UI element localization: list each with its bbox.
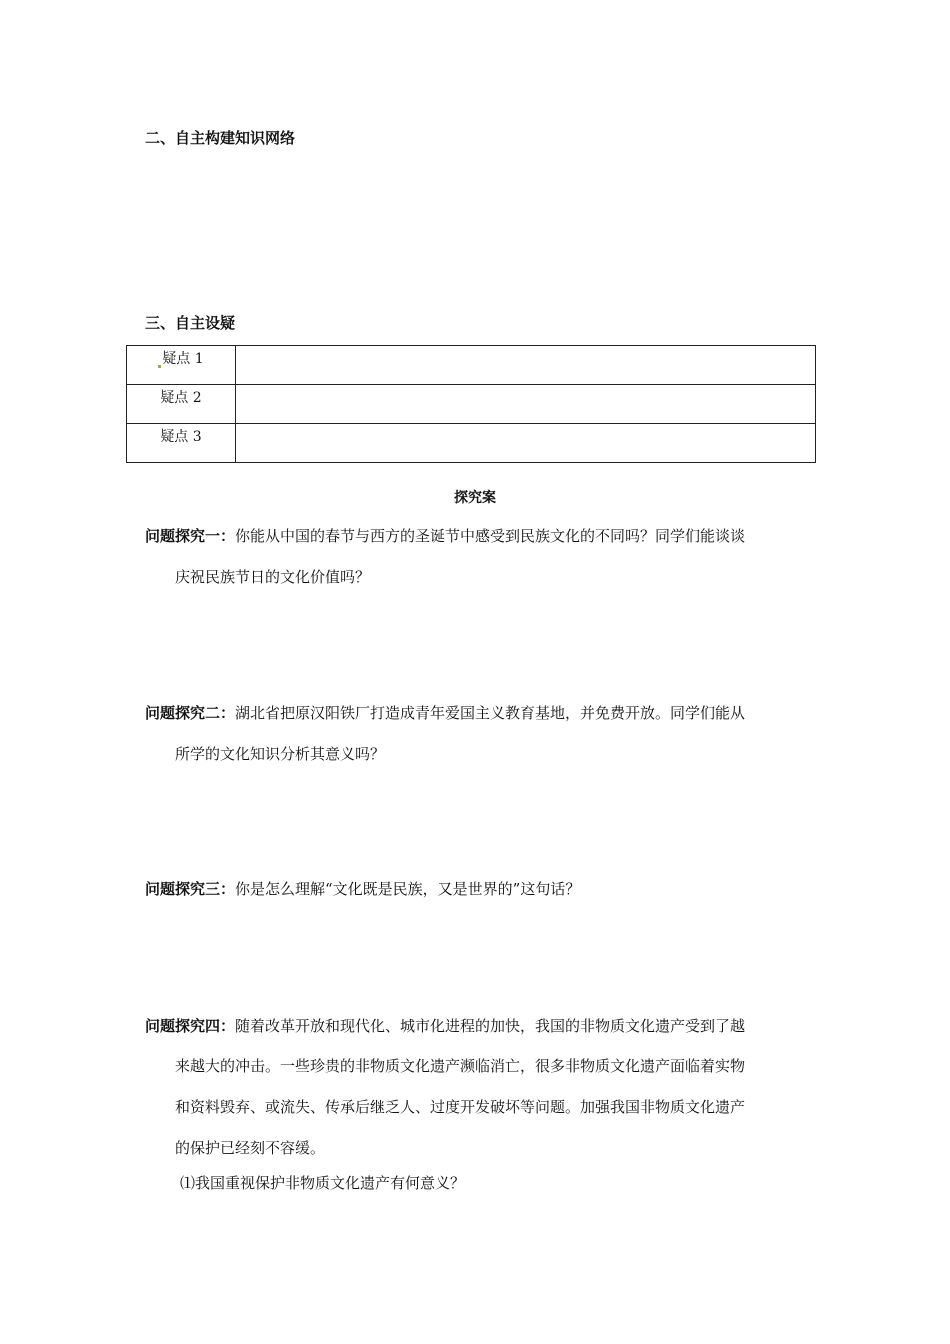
doubt-label: 疑点 3 bbox=[160, 429, 202, 445]
doubt-label: 疑点 2 bbox=[160, 390, 202, 406]
question-2-line-2: 所学的文化知识分析其意义吗？ bbox=[175, 745, 386, 763]
question-1-label: 问题探究一： bbox=[145, 527, 236, 545]
doubt-table bbox=[126, 345, 816, 463]
question-4-sub-1: ⑴我国重视保护非物质文化遗产有何意义？ bbox=[180, 1174, 466, 1192]
question-3-label: 问题探究三： bbox=[145, 880, 236, 898]
table-row bbox=[127, 346, 816, 385]
table-row bbox=[127, 385, 816, 424]
question-4-line-2: 来越大的冲击。一些珍贵的非物质文化遗产濒临消亡，很多非物质文化遗产面临着实物 bbox=[175, 1057, 746, 1075]
question-2-line-1 bbox=[145, 703, 745, 723]
question-1-text: 你能从中国的春节与西方的圣诞节中感受到民族文化的不同吗？同学们能谈谈 bbox=[235, 527, 746, 545]
question-3-line-1 bbox=[145, 879, 580, 899]
edit-mark-icon bbox=[158, 365, 161, 368]
question-3-text: 你是怎么理解“文化既是民族，又是世界的”这句话？ bbox=[235, 880, 581, 898]
doubt-label-cell bbox=[127, 385, 236, 424]
question-1-line-2: 庆祝民族节日的文化价值吗？ bbox=[175, 568, 371, 586]
doubt-label-cell bbox=[127, 424, 236, 463]
doubt-label: 疑点 1 bbox=[162, 351, 204, 367]
question-2-label: 问题探究二： bbox=[145, 704, 236, 722]
section-3-title: 三、自主设疑 bbox=[145, 314, 236, 332]
question-1-line-1 bbox=[145, 526, 745, 546]
question-4-text: 随着改革开放和现代化、城市化进程的加快，我国的非物质文化遗产受到了越 bbox=[235, 1017, 746, 1035]
doubt-content-cell[interactable] bbox=[236, 424, 816, 463]
question-4-line-3: 和资料毁弃、或流失、传承后继乏人、过度开发破坏等问题。加强我国非物质文化遗产 bbox=[175, 1098, 746, 1116]
question-4-line-4: 的保护已经刻不容缓。 bbox=[175, 1139, 326, 1157]
section-2-title: 二、自主构建知识网络 bbox=[145, 129, 296, 147]
explore-title: 探究案 bbox=[454, 490, 496, 506]
table-row bbox=[127, 424, 816, 463]
doubt-content-cell[interactable] bbox=[236, 385, 816, 424]
doubt-label-cell bbox=[127, 346, 236, 385]
question-2-text: 湖北省把原汉阳铁厂打造成青年爱国主义教育基地，并免费开放。同学们能从 bbox=[235, 704, 746, 722]
doubt-content-cell[interactable] bbox=[236, 346, 816, 385]
question-4-label: 问题探究四： bbox=[145, 1017, 236, 1035]
question-4-line-1 bbox=[145, 1016, 745, 1036]
